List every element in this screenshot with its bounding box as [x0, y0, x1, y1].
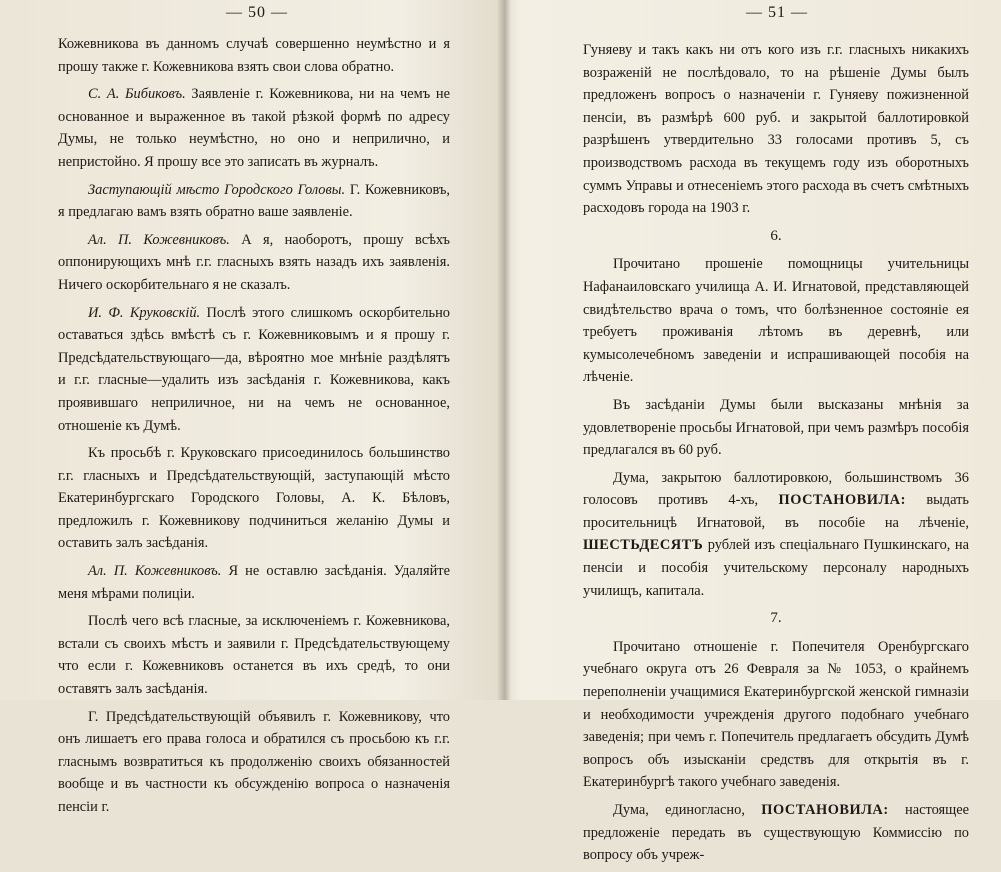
paragraph: Послѣ чего всѣ гласные, за исключеніемъ г. Кожевникова, встали съ своихъ мѣстъ и заявили г. Предсѣдательствующему что если г. Кожевниковъ останется въ ихъ средѣ, то они оставятъ залъ засѣданія. [58, 613, 450, 698]
resolution-text: Дума, закрытою баллотировкою, большинствомъ 36 голосовъ противъ 4-хъ, [583, 469, 969, 509]
speaker-name: И. Ф. Круковскій. [88, 304, 201, 321]
right-page-text [583, 39, 969, 872]
resolution-text: Дума, единогласно, [613, 802, 745, 818]
speaker-name: С. А. Бибиковъ. [88, 86, 186, 103]
resolution-text: рублей изъ спеціальнаго Пушкинскаго, на пенсіи и пособія учительскому персоналу народныхъ училищъ, капитала. [583, 537, 969, 599]
page-number: — 51 — [746, 4, 808, 21]
paragraph: Г. Предсѣдательствующій объявилъ г. Кожевникову, что онъ лишаетъ его права голоса и обратился съ просьбою къ г.г. гласнымъ возвратиться къ продолженію своихъ обязанностей вообще и въ частности къ обсужденію вопроса о назначенія пенсіи г. [58, 708, 450, 815]
section-heading: 7. [770, 610, 782, 627]
left-page [0, 0, 497, 815]
speech-text: Я не оставлю засѣданія. Удаляйте меня мѣрами полиціи. [58, 563, 450, 602]
resolution-paragraph [583, 799, 969, 867]
resolution-keyword: ПОСТАНОВИЛА: [778, 492, 906, 509]
paragraph: Гуняеву и такъ какъ ни отъ кого изъ г.г. гласныхъ никакихъ возраженій не послѣдовало, то на рѣшеніе Думы былъ предложенъ вопросъ о назначеніи г. Гуняеву пожизненной пенсіи, въ размѣрѣ 600 руб. и закрытой баллотировкой разрѣшенъ утвердительно 33 голосами противъ 5, съ производствомъ расхода въ текущемъ году изъ оборотныхъ суммъ Управы и отнесеніемъ этого расхода въ счетъ смѣтныхъ расходовъ города на 1903 г. [583, 42, 969, 217]
speaker-name: Ал. П. Кожевниковъ. [88, 563, 222, 580]
speech-paragraph [58, 302, 450, 438]
page-number: — 50 — [226, 4, 288, 21]
speech-text: Г. Кожевниковъ, я предлагаю вамъ взять обратно ваше заявленіе. [58, 181, 450, 221]
paragraph: Въ засѣданіи Думы были высказаны мнѣнія за удовлетвореніе просьбы Игнатовой, при чемъ размѣръ пособія предлагался въ 60 руб. [583, 396, 969, 459]
speech-paragraph [58, 560, 450, 605]
section-heading: 6. [770, 227, 782, 244]
speech-paragraph [58, 83, 450, 173]
right-page [511, 0, 1001, 864]
speaker-name: Заступающій мѣсто Городского Головы. [88, 181, 346, 198]
paragraph: Кожевникова въ данномъ случаѣ совершенно неумѣстно и я прошу также г. Кожевникова взять свои слова обратно. [58, 36, 450, 75]
resolution-text: настоящее предложеніе передать въ существующую Коммиссію по вопросу объ учреж- [583, 802, 969, 864]
resolution-keyword: ПОСТАНОВИЛА: [761, 802, 889, 818]
speech-text: А я, наоборотъ, прошу всѣхъ оппонирующихъ мнѣ г.г. гласныхъ взять назадъ ихъ заявленія. Ничего оскорбительнаго я не сказалъ. [58, 231, 450, 293]
speech-paragraph [58, 179, 450, 224]
paragraph: Къ просьбѣ г. Круковскаго присоединилось большинство г.г. гласныхъ и Предсѣдательствующій, заступающій мѣсто Екатеринбургскаго Городского Головы, А. К. Бѣловъ, предложилъ г. Кожевникову подчиниться желанію Думы и оставить залъ засѣданія. [58, 445, 450, 552]
resolution-paragraph [583, 467, 969, 603]
left-page-text [58, 33, 450, 824]
speech-paragraph [58, 229, 450, 297]
speaker-name: Ал. П. Кожевниковъ. [88, 231, 230, 248]
amount-in-words: ШЕСТЬДЕСЯТЪ [583, 537, 704, 554]
paragraph: Прочитано прошеніе помощницы учительницы Нафанаиловскаго училища А. И. Игнатовой, представляющей свидѣтельство врача о томъ, что болѣзненное состояніе ея требуетъ проживанія лѣтомъ въ деревнѣ, или кумысолечебномъ заведеніи и испрашивающей пособія на лѣченіе. [583, 256, 969, 386]
speech-text: Послѣ этого слишкомъ оскорбительно оставаться здѣсь вмѣстѣ съ г. Кожевниковымъ и я прошу г. Предсѣдательствующаго—да, вѣроятно мое мнѣніе раздѣлятъ и г.г. гласные—удалить изъ засѣданія г. Кожевникова, какъ проявившаго неприличное, ни на чемъ не основанное, отношеніе къ Думѣ. [58, 304, 451, 434]
paragraph: Прочитано отношеніе г. Попечителя Оренбургскаго учебнаго округа отъ 26 Февраля за № 1053, о крайнемъ переполненіи учащимися Екатеринбургской женской гимназіи и необходимости учрежденія другого подобнаго учебнаго заведенія; при чемъ г. Попечитель предлагаетъ обсудить Думѣ вопросъ объ изысканіи средствъ для открытія въ г. Екатеринбургѣ такого учебнаго заведенія. [583, 638, 969, 791]
speech-text: Заявленіе г. Кожевникова, ни на чемъ не основанное и выраженное въ такой рѣзкой формѣ по адресу Думы, не только неумѣстно, но оно и неприлично, и непристойно. Я прошу все это записать въ журналъ. [58, 86, 450, 170]
resolution-text: выдать просительницѣ Игнатовой, въ пособіе на лѣченіе, [583, 492, 969, 531]
book-gutter [497, 0, 511, 700]
